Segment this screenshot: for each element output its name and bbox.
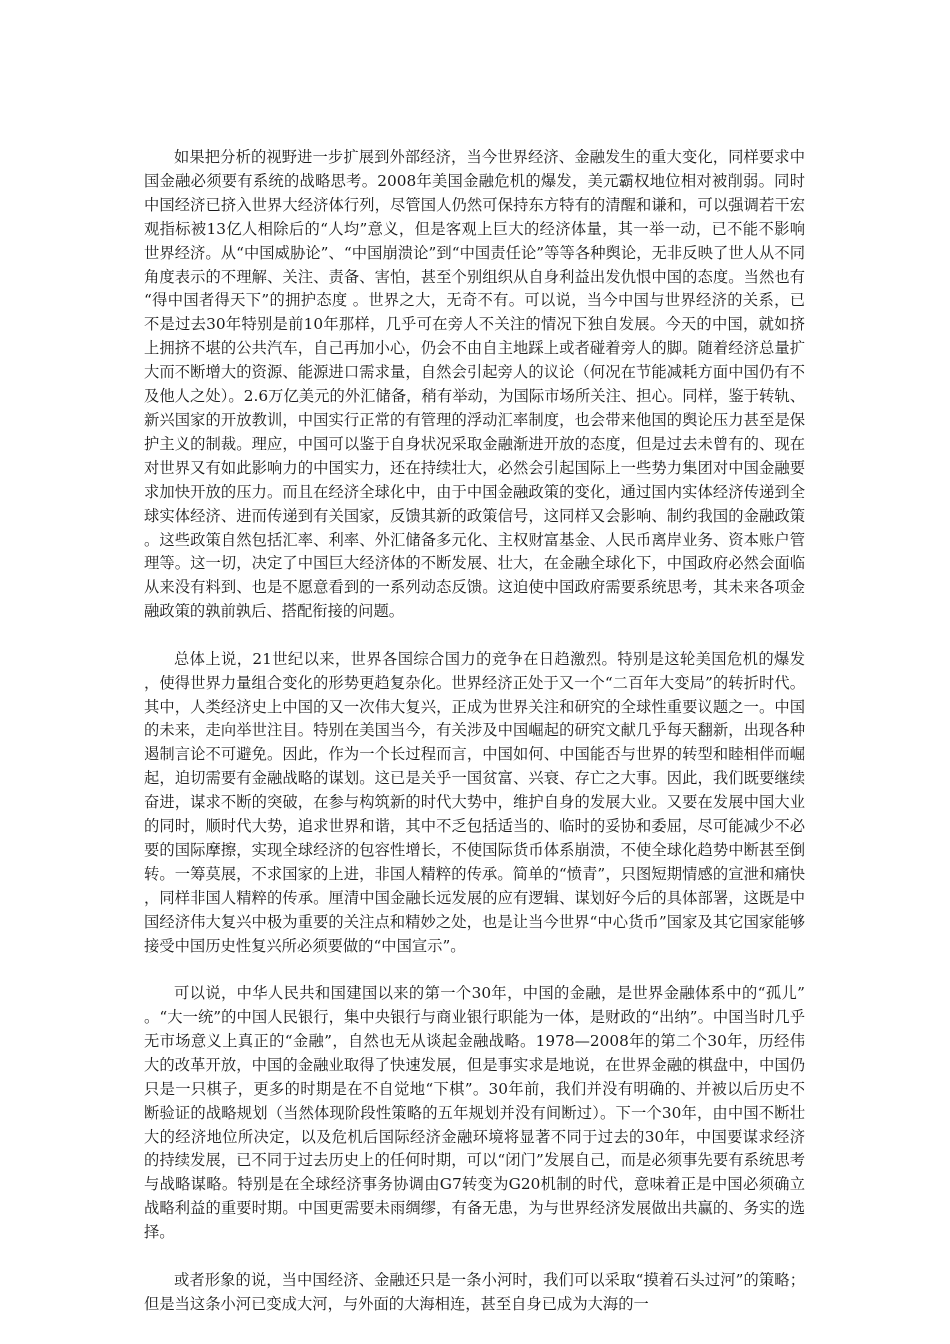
paragraph-thirty-years: 可以说，中华人民共和国建国以来的第一个30年，中国的金融，是世界金融体系中的“孤儿”。“大一统”的中国人民银行，集中央银行与商业银行职能为一体，是财政的“出纳”。中国当时几乎无市场意义上真正的“金融”，自然也无从谈起金融战略。1978—2008年的第二个30年，历经伟大的改革开放，中国的金融业取得了快速发展，但是事实求是地说，在世界金融的棋盘中，中国仍只是一只棋子，更多的时期是在不自觉地“下棋”。30年前，我们并没有明确的、并被以后历史不断验证的战略规划（当然体现阶段性策略的五年规划并没有间断过）。下一个30年，由中国不断壮大的经济地位所决定，以及危机后国际经济金融环境将显著不同于过去的30年，中国要谋求经济的持续发展，已不同于过去历史上的任何时期，可以“闭门”发展自己，而是必须事先要有系统思考与战略谋略。特别是在全球经济事务协调由G7转变为G20机制的时代，意味着正是中国必须确立战略利益的重要时期。中国更需要未雨绸缪，有备无患，为与世界经济发展做出共赢的、务实的选择。	[144, 984, 805, 1242]
document-body	[144, 146, 805, 1316]
paragraph-national-power: 总体上说，21世纪以来，世界各国综合国力的竞争在日趋激烈。特别是这轮美国危机的爆发，使得世界力量组合变化的形势更趋复杂化。世界经济正处于又一个“二百年大变局”的转折时代。其中，人类经济史上中国的又一次伟大复兴，正成为世界关注和研究的全球性重要议题之一。中国的未来，走向举世注目。特别在美国当今，有关涉及中国崛起的研究文献几乎每天翻新，出现各种遏制言论不可避免。因此，作为一个长过程而言，中国如何、中国能否与世界的转型和睦相伴而崛起，迫切需要有金融战略的谋划。这已是关乎一国贫富、兴衰、存亡之大事。因此，我们既要继续奋进，谋求不断的突破，在参与构筑新的时代大势中，维护自身的发展大业。又要在发展中国大业的同时，顺时代大势，追求世界和谐，其中不乏包括适当的、临时的妥协和委屈，尽可能减少不必要的国际摩擦，实现全球经济的包容性增长，不使国际货币体系崩溃，不使全球化趋势中断甚至倒转。一筹莫展，不求国家的上进，非国人精粹的传承。简单的“愤青”，只图短期情感的宣泄和痛快，同样非国人精粹的传承。厘清中国金融长远发展的应有逻辑、谋划好今后的具体部署，这既是中国经济伟大复兴中极为重要的关注点和精妙之处，也是让当今世界“中心货币”国家及其它国家能够接受中国历史性复兴所必须要做的“中国宣示”。	[144, 649, 805, 955]
paragraph-external-economy: 如果把分析的视野进一步扩展到外部经济，当今世界经济、金融发生的重大变化，同样要求中国金融必须要有系统的战略思考。2008年美国金融危机的爆发，美元霸权地位相对被削弱。同时中国经济已挤入世界大经济体行列，尽管国人仍然可保持东方特有的清醒和谦和，可以强调若干宏观指标被13亿人相除后的“人均”意义，但是客观上巨大的经济体量，其一举一动，已不能不影响世界经济。从“中国威胁论”、“中国崩溃论”到“中国责任论”等等各种舆论，无非反映了世人从不同角度表示的不理解、关注、责备、害怕，甚至个别组织从自身利益出发仇恨中国的态度。当然也有“得中国者得天下”的拥护态度 。世界之大，无奇不有。可以说，当今中国与世界经济的关系，已不是过去30年特别是前10年那样，几乎可在旁人不关注的情况下独自发展。今天的中国，就如挤上拥挤不堪的公共汽车，自己再加小心，仍会不由自主地踩上或者碰着旁人的脚。随着经济总量扩大而不断增大的资源、能源进口需求量，自然会引起旁人的议论（何况在节能减耗方面中国仍有不及他人之处）。2.6万亿美元的外汇储备，稍有举动，为国际市场所关注、担心。同样，鉴于转轨、新兴国家的开放教训，中国实行正常的有管理的浮动汇率制度，也会带来他国的舆论压力甚至是保护主义的制裁。理应，中国可以鉴于自身状况采取金融渐进开放的态度，但是过去未曾有的、现在对世界又有如此影响力的中国实力，还在持续壮大，必然会引起国际上一些势力集团对中国金融要求加快开放的压力。而且在经济全球化中，由于中国金融政策的变化，通过国内实体经济传递到全球实体经济、进而传递到有关国家，反馈其新的政策信号，这同样又会影响、制约我国的金融政策。这些政策自然包括汇率、利率、外汇储备多元化、主权财富基金、人民币离岸业务、资本账户管理等。这一切，决定了中国巨大经济体的不断发展、壮大，在金融全球化下，中国政府必然会面临从来没有料到、也是不愿意看到的一系列动态反馈。这迫使中国政府需要系统思考，其未来各项金融政策的孰前孰后、搭配衔接的问题。	[144, 148, 805, 621]
paragraph-river-metaphor: 或者形象的说，当中国经济、金融还只是一条小河时，我们可以采取“摸着石头过河”的策略；但是当这条小河已变成大河，与外面的大海相连，甚至自身已成为大海的一	[144, 1270, 805, 1313]
